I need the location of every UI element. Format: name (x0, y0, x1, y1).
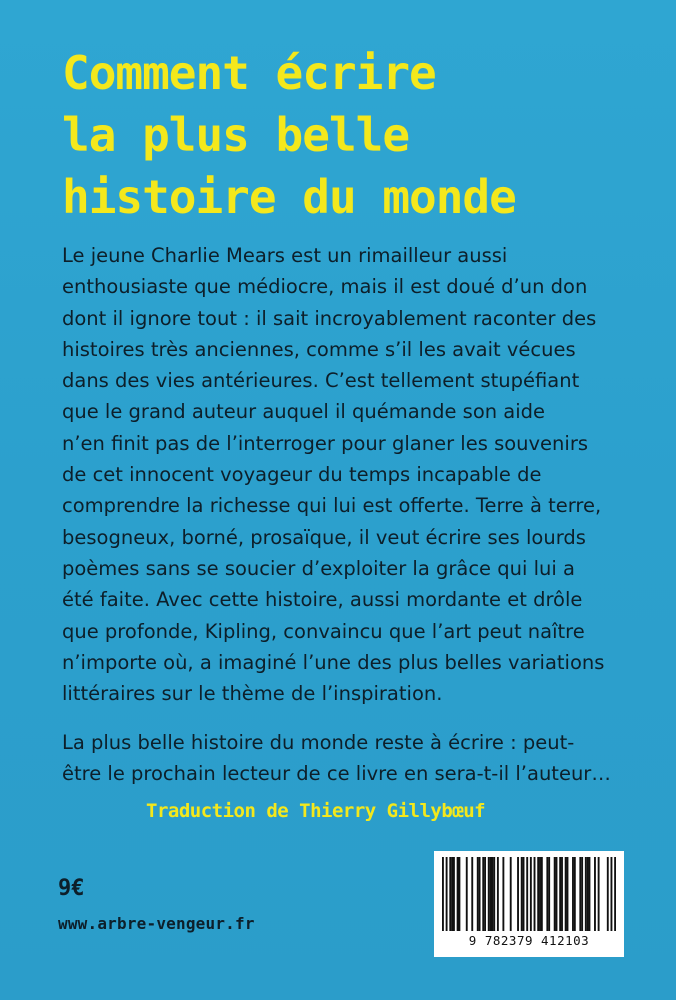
barcode-bar (453, 857, 455, 931)
barcode-bar (458, 857, 460, 931)
blurb-line: que profonde, Kipling, convaincu que l’art peut naître (62, 619, 585, 643)
barcode-bar (479, 857, 481, 931)
title-line: histoire du monde (62, 170, 516, 224)
barcode-bar (565, 857, 567, 931)
barcode-bar (457, 857, 459, 931)
title-line: la plus belle (62, 108, 410, 162)
barcode-bar (523, 857, 525, 931)
blurb-line: dont il ignore tout : il sait incroyablement raconter des (62, 306, 597, 330)
barcode-bar (534, 857, 536, 931)
barcode-bar (491, 857, 493, 931)
barcode-bar (442, 857, 444, 931)
blurb-paragraph (62, 240, 636, 709)
blurb-line: poèmes sans se soucier d’exploiter la grâce qui lui a (62, 556, 575, 580)
barcode-bar (490, 857, 492, 931)
title-line: Comment écrire (62, 46, 436, 100)
book-title (62, 42, 642, 228)
barcode-bar (581, 857, 583, 931)
barcode-bar (451, 857, 453, 931)
publisher-website: www.arbre-vengeur.fr (58, 914, 255, 933)
barcode-bar (521, 857, 523, 931)
translator-credit: Traduction de Thierry Gillybœuf (146, 800, 486, 822)
barcode-bar (589, 857, 591, 931)
barcode-bar (548, 857, 550, 931)
blurb-line: été faite. Avec cette histoire, aussi mordante et drôle (62, 588, 583, 612)
barcode-bar (446, 857, 448, 931)
barcode-bar (559, 857, 561, 931)
barcode-bar (466, 857, 468, 931)
barcode-bar (541, 857, 543, 931)
closing-line: être le prochain lecteur de ce livre en sera-t-il l’auteur… (62, 762, 611, 786)
barcode-bar (488, 857, 490, 931)
barcode-bar (611, 857, 613, 931)
barcode-bar (607, 857, 609, 931)
barcode-bar (449, 857, 451, 931)
barcode-bar (585, 857, 587, 931)
price-label: 9€ (58, 876, 85, 901)
blurb-line: dans des vies antérieures. C’est tellement stupéfiant (62, 369, 580, 393)
barcode-bar (598, 857, 600, 931)
barcode-bar (484, 857, 486, 931)
isbn-number: 9 782379 412103 (468, 933, 590, 948)
closing-line: La plus belle histoire du monde reste à écrire : peut- (62, 731, 575, 754)
blurb-line: de cet innocent voyageur du temps incapable de (62, 463, 542, 487)
barcode-bar (530, 857, 532, 931)
barcode-bar (517, 857, 519, 931)
blurb-line: Le jeune Charlie Mears est un rimailleur aussi (62, 244, 508, 267)
blurb-line: que le grand auteur auquel il quémande son aide (62, 400, 546, 424)
barcode-bar (567, 857, 569, 931)
barcode-bar (471, 857, 473, 931)
barcode-bar (546, 857, 548, 931)
barcode-bar (579, 857, 581, 931)
barcode-bar (556, 857, 558, 931)
barcode-bar (574, 857, 576, 931)
barcode-bar (477, 857, 479, 931)
barcode-bar (554, 857, 556, 931)
barcode-bar (594, 857, 596, 931)
blurb-line: n’en finit pas de l’interroger pour glaner les souvenirs (62, 431, 589, 455)
blurb-line: enthousiaste que médiocre, mais il est doué d’un don (62, 275, 588, 299)
barcode-bar (493, 857, 495, 931)
barcode-bar (587, 857, 589, 931)
barcode-bars (442, 857, 616, 931)
blurb-line: besogneux, borné, prosaïque, il veut écrire ses lourds (62, 525, 586, 549)
barcode-bar (539, 857, 541, 931)
isbn-barcode (434, 851, 624, 957)
barcode-bar (510, 857, 512, 931)
barcode-bar (537, 857, 539, 931)
blurb-line: histoires très anciennes, comme s’il les avait vécues (62, 337, 576, 361)
barcode-bar (482, 857, 484, 931)
barcode-bar (497, 857, 499, 931)
barcode-bar (561, 857, 563, 931)
blurb-line: littéraires sur le thème de l’inspiration. (62, 682, 443, 706)
barcode-bar (502, 857, 504, 931)
barcode-bar (572, 857, 574, 931)
barcode-bar (614, 857, 616, 931)
blurb-line: comprendre la richesse qui lui est offerte. Terre à terre, (62, 494, 602, 518)
blurb-line: n’importe où, a imaginé l’une des plus belles variations (62, 650, 605, 674)
barcode-bar (526, 857, 528, 931)
closing-paragraph (62, 727, 636, 790)
